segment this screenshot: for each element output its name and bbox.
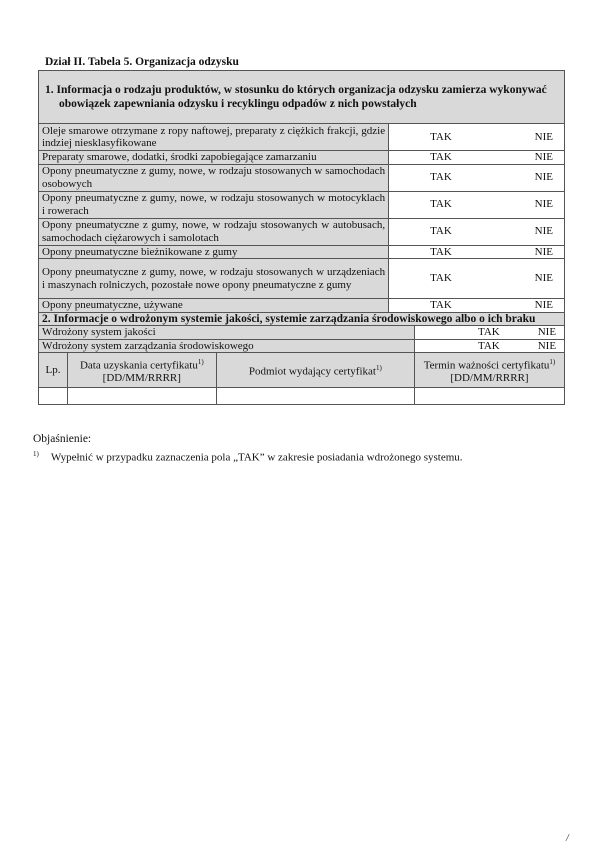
no-option[interactable]: NIE [537, 326, 557, 338]
recovery-organization-table [38, 70, 565, 405]
product-row [39, 151, 565, 165]
part2-header: 2. Informacje o wdrożonym systemie jakości, systemie zarządzania środowiskowego albo o ich braku [39, 312, 565, 326]
no-option[interactable]: NIE [534, 198, 553, 211]
product-label: Opony pneumatyczne z gumy, nowe, w rodzaju stosowanych w motocyklach i rowerach [39, 191, 389, 218]
yes-option[interactable]: TAK [430, 171, 452, 184]
system-row [39, 339, 565, 353]
lp-header: Lp. [39, 353, 68, 388]
product-row [39, 245, 565, 259]
yes-option[interactable]: TAK [477, 339, 500, 352]
footnote-mark: 1) [33, 450, 39, 458]
no-option[interactable]: NIE [534, 272, 553, 285]
system-label: Wdrożony system zarządzania środowiskowego [39, 339, 415, 353]
yes-option[interactable]: TAK [430, 225, 452, 238]
date-obtained-cell[interactable] [67, 388, 216, 405]
no-option[interactable]: NIE [537, 339, 557, 352]
issuer-cell[interactable] [216, 388, 414, 405]
page-number: / [566, 833, 569, 844]
product-label: Opony pneumatyczne z gumy, nowe, w rodzaju stosowanych w urządzeniach i maszynach rolniczych, pozostałe nowe opony pneumatyczne z gumy [39, 259, 389, 299]
product-label: Oleje smarowe otrzymane z ropy naftowej, preparaty z ciężkich frakcji, gdzie indziej niesklasyfikowane [39, 124, 389, 151]
yes-option[interactable]: TAK [430, 299, 452, 311]
section-title: Dział II. Tabela 5. Organizacja odzysku [45, 56, 239, 68]
certificate-header-row [39, 353, 565, 388]
notes-title: Objaśnienie: [33, 433, 92, 445]
product-row [39, 259, 565, 299]
certificate-row [39, 388, 565, 405]
yes-option[interactable]: TAK [430, 272, 452, 285]
yes-option[interactable]: TAK [430, 130, 452, 143]
issuer-header: Podmiot wydający certyfikat$^{1)}$ [216, 353, 414, 388]
yes-option[interactable]: TAK [477, 326, 500, 338]
part1-header [39, 71, 565, 124]
product-label: Preparaty smarowe, dodatki, środki zapobiegające zamarzaniu [39, 151, 389, 165]
product-row [39, 164, 565, 191]
product-label: Opony pneumatyczne z gumy, nowe, w rodzaju stosowanych w samochodach osobowych [39, 164, 389, 191]
product-label: Opony pneumatyczne z gumy, nowe, w rodzaju stosowanych w autobusach, samochodach ciężarowych i samolotach [39, 218, 389, 245]
part1-title-line1: 1. Informacja o rodzaju produktów, w stosunku do których organizacja odzysku zamierza wykonywać [45, 84, 547, 96]
no-option[interactable]: NIE [534, 225, 553, 238]
yes-option[interactable]: TAK [430, 151, 452, 163]
product-label: Opony pneumatyczne, używane [39, 299, 389, 313]
no-option[interactable]: NIE [534, 171, 553, 184]
yes-option[interactable]: TAK [430, 245, 452, 258]
no-option[interactable]: NIE [534, 299, 553, 311]
product-row [39, 124, 565, 151]
yes-option[interactable]: TAK [430, 198, 452, 211]
footnote-text: Wypełnić w przypadku zaznaczenia pola „TAK” w zakresie posiadania wdrożonego systemu. [50, 451, 463, 464]
date-obtained-header: Data uzyskania certyfikatu$^{1)}$ [DD/MM/RRRR] [67, 353, 216, 388]
product-row [39, 218, 565, 245]
expiry-cell[interactable] [414, 388, 564, 405]
product-label: Opony pneumatyczne bieżnikowane z gumy [39, 245, 389, 259]
product-row [39, 191, 565, 218]
part1-title-line2: obowiązek zapewniania odzysku i recyklingu odpadów z nich powstałych [59, 98, 417, 110]
footnote [33, 450, 463, 464]
lp-cell[interactable] [39, 388, 68, 405]
product-row [39, 299, 565, 313]
no-option[interactable]: NIE [534, 130, 553, 143]
no-option[interactable]: NIE [534, 151, 553, 163]
system-row [39, 326, 565, 340]
system-label: Wdrożony system jakości [39, 326, 415, 340]
no-option[interactable]: NIE [534, 245, 553, 258]
expiry-header: Termin ważności certyfikatu$^{1)}$ [DD/MM/RRRR] [414, 353, 564, 388]
